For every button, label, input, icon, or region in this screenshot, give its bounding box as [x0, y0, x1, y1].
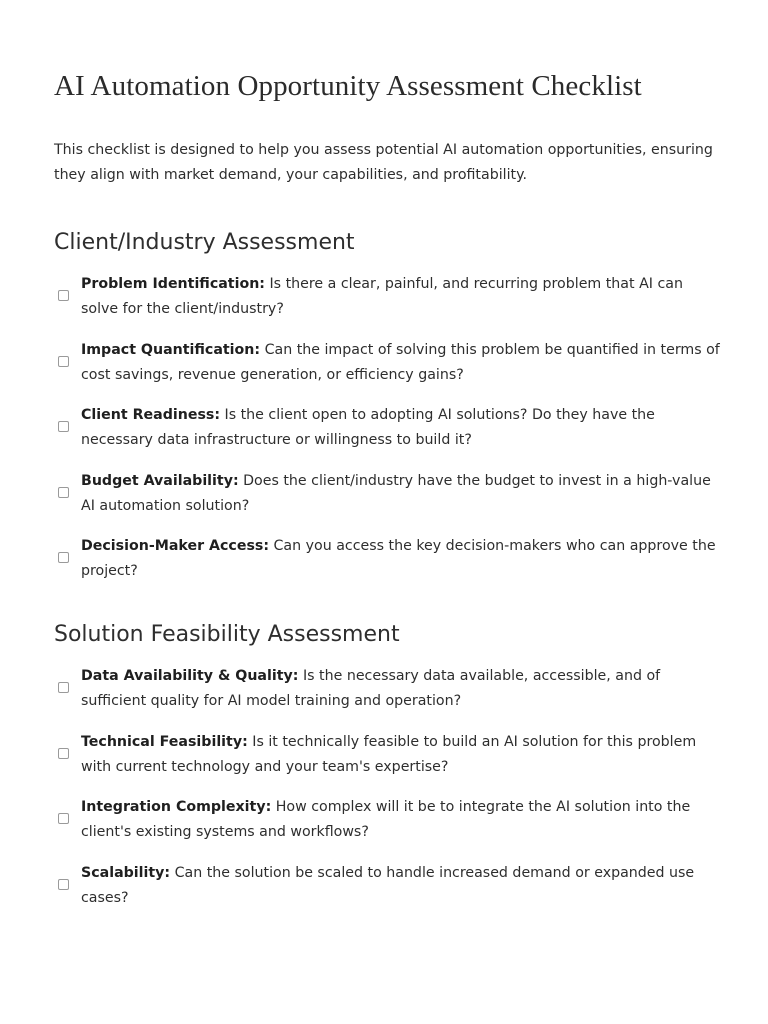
section-heading-client-industry: Client/Industry Assessment [54, 230, 355, 255]
checkbox[interactable] [58, 748, 69, 759]
item-text: Does the client/industry have the budget to invest in a high-value AI automation solution? [81, 472, 711, 514]
checklist-item-integration-complexity [54, 795, 720, 845]
checklist-item-budget-availability [54, 469, 720, 519]
checklist-item-problem-identification [54, 272, 720, 322]
item-text: Can the solution be scaled to handle increased demand or expanded use cases? [81, 864, 695, 906]
item-text: Is there a clear, painful, and recurring problem that AI can solve for the client/industry? [81, 276, 683, 317]
solution-feasibility-checklist [54, 664, 720, 911]
checklist-item-decision-maker-access [54, 534, 720, 584]
item-text: Is it technically feasible to build an AI solution for this problem with current technology and your team's expertise? [81, 733, 697, 775]
checklist-item-technical-feasibility [54, 730, 720, 780]
item-label: Budget Availability: [81, 472, 239, 489]
checkbox[interactable] [58, 552, 69, 563]
item-label: Technical Feasibility: [81, 733, 248, 750]
item-text: How complex will it be to integrate the AI solution into the client's existing systems and workflows? [81, 799, 691, 840]
checkbox[interactable] [58, 813, 69, 824]
checklist-document [54, 66, 720, 926]
item-label: Scalability: [81, 864, 171, 881]
checklist-item-scalability [54, 861, 720, 911]
checkbox[interactable] [58, 487, 69, 498]
checklist-item-data-availability [54, 664, 720, 714]
item-label: Problem Identification: [81, 276, 265, 292]
item-text: Is the necessary data available, accessible, and of sufficient quality for AI model training and operation? [81, 668, 661, 709]
item-label: Impact Quantification: [81, 341, 261, 358]
checkbox[interactable] [58, 682, 69, 693]
checkbox[interactable] [58, 879, 69, 890]
item-label: Data Availability & Quality: [81, 668, 299, 684]
page-title: AI Automation Opportunity Assessment Checklist [54, 70, 642, 102]
item-text: Can you access the key decision-makers who can approve the project? [81, 538, 716, 579]
section-heading-solution-feasibility: Solution Feasibility Assessment [54, 622, 400, 647]
checklist-item-impact-quantification [54, 338, 720, 388]
checkbox[interactable] [58, 421, 69, 432]
item-label: Client Readiness: [81, 407, 221, 423]
checkbox[interactable] [58, 356, 69, 367]
checkbox[interactable] [58, 290, 69, 301]
item-text: Is the client open to adopting AI solutions? Do they have the necessary data infrastructure or willingness to build it? [81, 407, 655, 448]
item-label: Decision-Maker Access: [81, 538, 270, 554]
intro-paragraph: This checklist is designed to help you assess potential AI automation opportunities, ensuring they align with market demand, your capabilities, and profitability. [54, 142, 713, 183]
item-text: Can the impact of solving this problem be quantified in terms of cost savings, revenue generation, or efficiency gains? [81, 341, 720, 383]
item-label: Integration Complexity: [81, 799, 272, 815]
checklist-item-client-readiness [54, 403, 720, 453]
client-industry-checklist [54, 272, 720, 584]
